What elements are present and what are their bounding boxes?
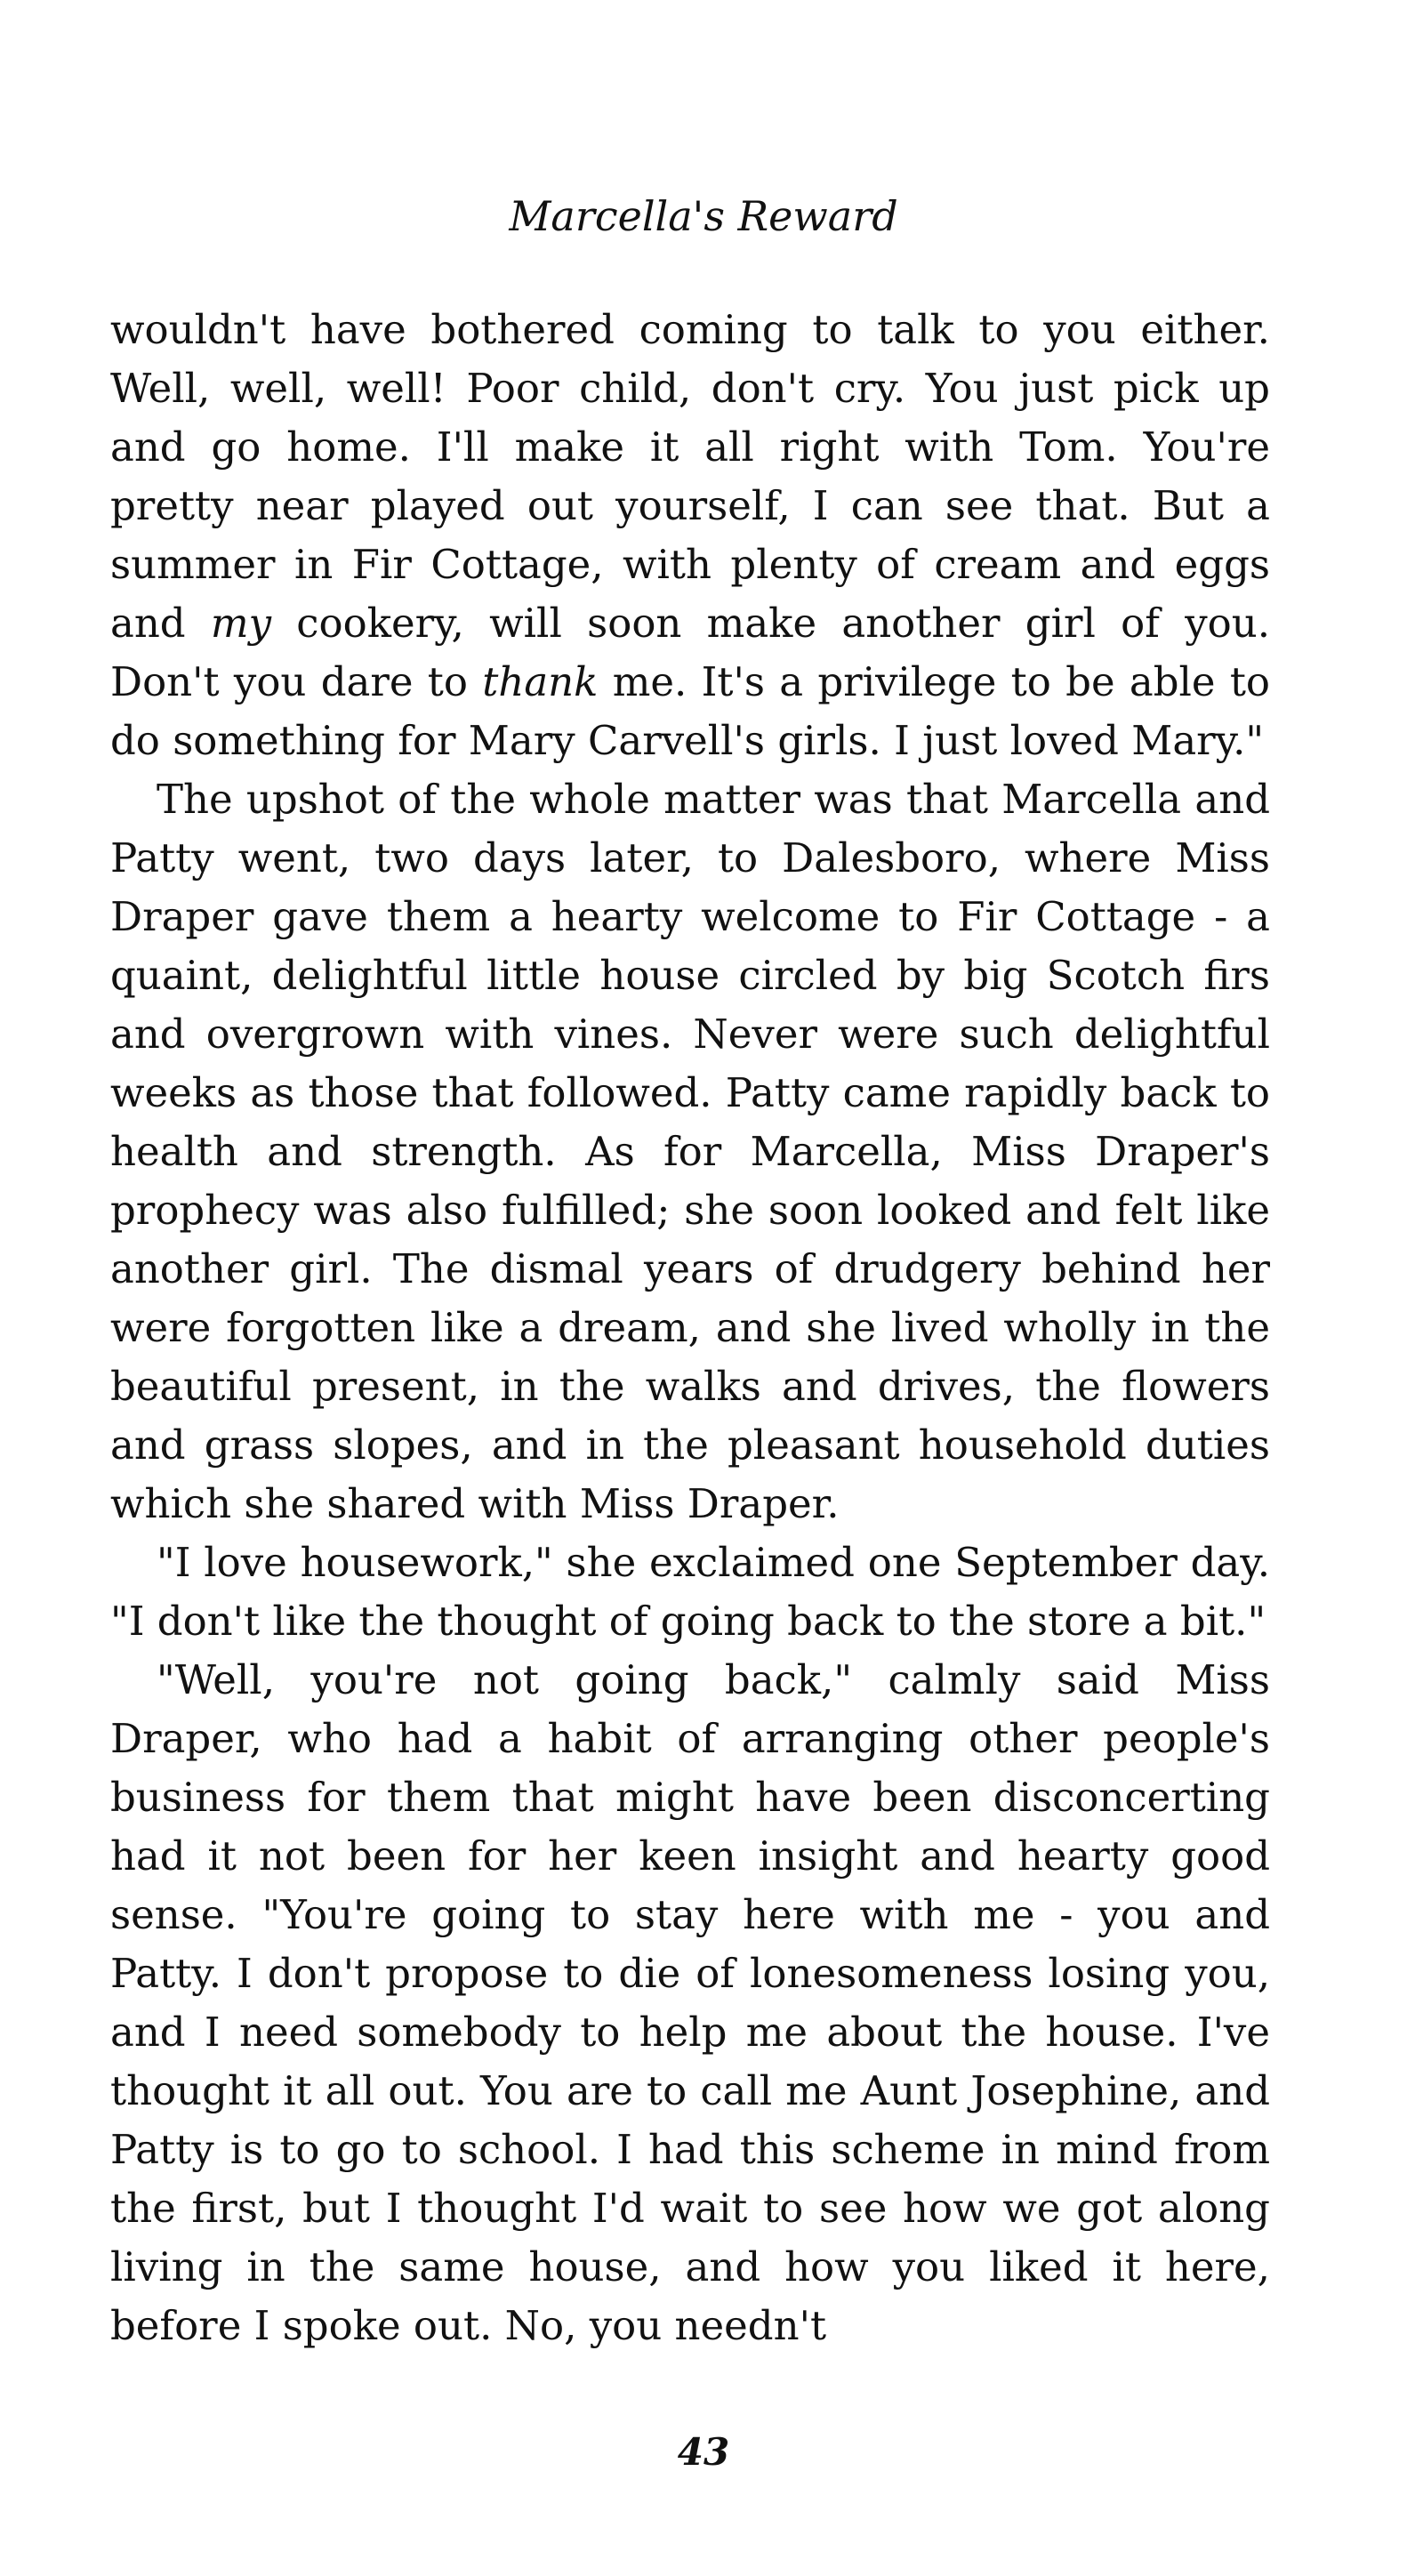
paragraph-1-part-b: cookery, will soon make another girl of you. Don't you dare to: [110, 600, 1271, 705]
paragraph-1-part-a: wouldn't have bothered coming to talk to you either. Well, well, well! Poor child, don't cry. You just pick up and go home. I'll make it all right with Tom. You're pretty near played out yourself, I can see that. But a summer in Fir Cottage, with plenty of cream and eggs and: [110, 306, 1270, 647]
paragraph-1-emphasis-thank: thank: [482, 658, 599, 705]
page-number: 43: [677, 2430, 730, 2474]
paragraph-1-emphasis-my: my: [210, 600, 272, 647]
paragraph-1-part-c: me. It's a privilege to be able to do something for Mary Carvell's girls. I just loved Mary.": [110, 658, 1271, 764]
paragraph-3: "I love housework," she exclaimed one September day. "I don't like the thought of going back to the store a bit.": [110, 1539, 1270, 1645]
body-text: [110, 301, 1270, 2355]
paragraph-4: "Well, you're not going back," calmly said Miss Draper, who had a habit of arranging other people's business for them that might have been disconcerting had it not been for her keen insight and hearty good sense. "You're going to stay here with me - you and Patty. I don't propose to die of lonesomeness losing you, and I need somebody to help me about the house. I've thought it all out. You are to call me Aunt Josephine, and Patty is to go to school. I had this scheme in mind from the first, but I thought I'd wait to see how we got along living in the same house, and how you liked it here, before I spoke out. No, you needn't: [110, 1656, 1270, 2349]
running-title: Marcella's Reward: [509, 192, 898, 240]
paragraph-2: The upshot of the whole matter was that Marcella and Patty went, two days later, to Dalesboro, where Miss Draper gave them a hearty welcome to Fir Cottage - a quaint, delightful little house circled by big Scotch firs and overgrown with vines. Never were such delightful weeks as those that followed. Patty came rapidly back to health and strength. As for Marcella, Miss Draper's prophecy was also fulfilled; she soon looked and felt like another girl. The dismal years of drudgery behind her were forgotten like a dream, and she lived wholly in the beautiful present, in the walks and drives, the flowers and grass slopes, and in the pleasant household duties which she shared with Miss Draper.: [110, 776, 1270, 1527]
paragraph-1: [110, 301, 1270, 770]
